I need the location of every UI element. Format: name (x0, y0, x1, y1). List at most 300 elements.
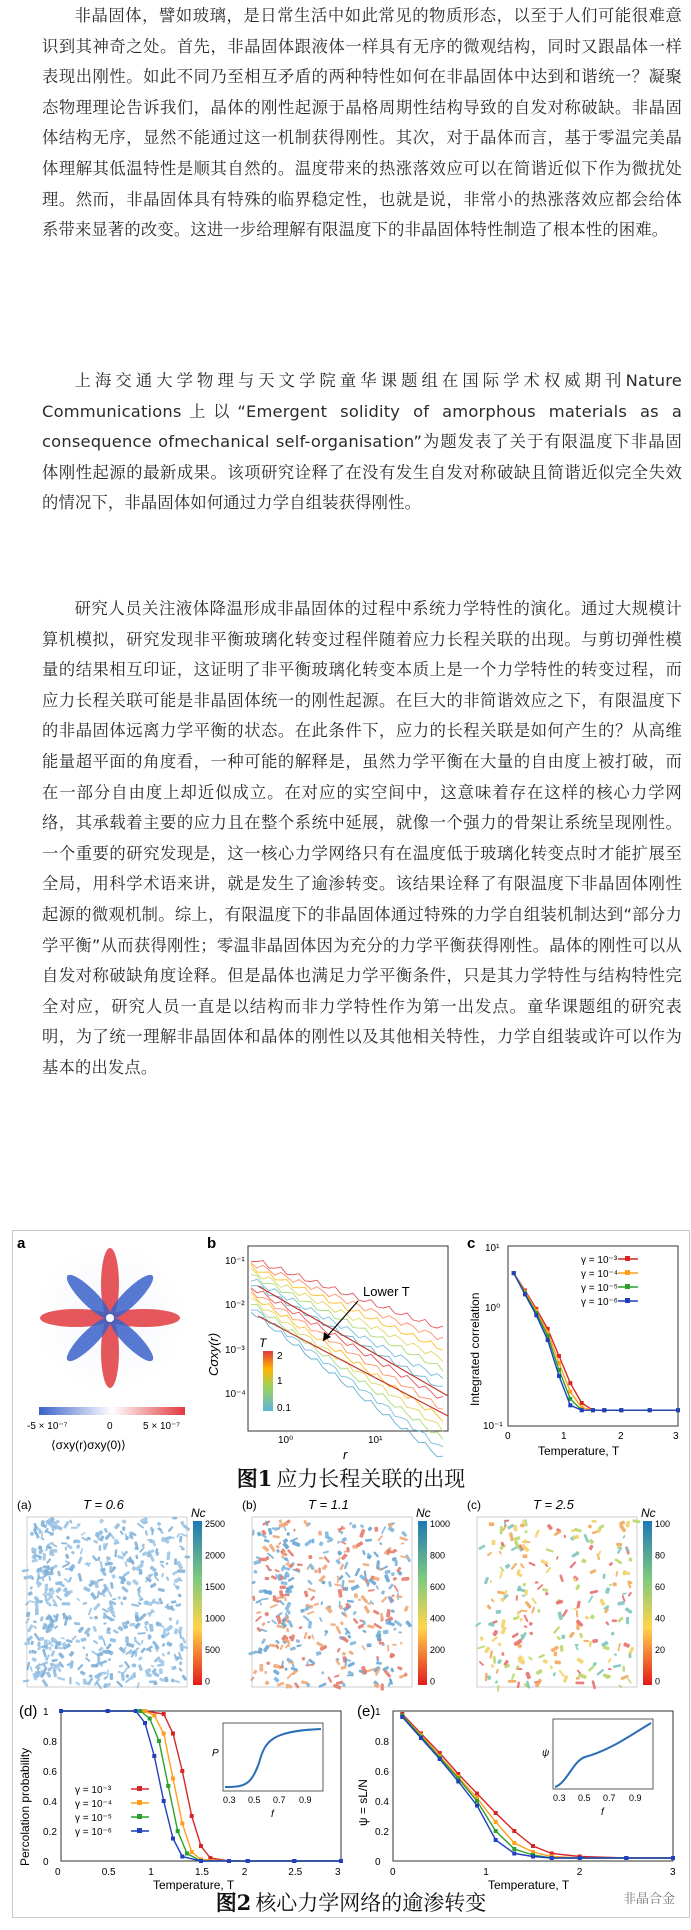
network-segment (125, 1636, 129, 1642)
network-segment (626, 1617, 629, 1624)
d-point (171, 1732, 175, 1736)
network-segment (155, 1551, 158, 1556)
d-xtick-6: 3 (335, 1867, 341, 1878)
network-segment (523, 1583, 527, 1587)
snapshot-cbar-tick-2-2: 60 (655, 1582, 666, 1592)
c-legend-marker-3 (625, 1298, 630, 1303)
c-point (546, 1338, 550, 1342)
network-segment (45, 1654, 47, 1660)
snapshot-colorbar-2 (643, 1521, 652, 1685)
e-xticks (390, 1867, 676, 1878)
snapshot-cbar-tick-1-3: 400 (430, 1613, 446, 1624)
network-segment (26, 1612, 30, 1618)
e-xlabel: Temperature, T (488, 1878, 570, 1891)
network-segment (392, 1644, 397, 1646)
snapshot-cbar-title-1: Nc (416, 1506, 431, 1520)
e-point (624, 1856, 628, 1860)
e-point (494, 1820, 498, 1824)
network-segment (75, 1639, 80, 1643)
d-point (339, 1859, 343, 1863)
e-point (512, 1841, 516, 1845)
network-segment (65, 1588, 67, 1595)
d-legend-label-0: γ = 10⁻³ (75, 1785, 112, 1796)
e-point (512, 1852, 516, 1856)
d-legend-label-1: γ = 10⁻⁴ (75, 1799, 113, 1810)
d-legend-label-3: γ = 10⁻⁶ (75, 1827, 112, 1838)
network-segment (129, 1531, 133, 1538)
fig2-panel-e (353, 1701, 689, 1891)
network-segment (171, 1600, 177, 1603)
d-point (190, 1814, 194, 1818)
stress-correlation-map (13, 1231, 203, 1463)
d-point (134, 1709, 138, 1713)
colorbar-mid-label: 0 (107, 1421, 113, 1432)
network-segment (160, 1561, 165, 1563)
e-ytick-4: 0.2 (375, 1827, 389, 1838)
network-segment (39, 1637, 44, 1641)
e-inset-xtick-2: 0.7 (603, 1793, 616, 1803)
network-segment (282, 1594, 290, 1596)
network-segment (44, 1571, 53, 1576)
e-ylabel: ψ = sL/N (356, 1779, 370, 1826)
integrated-correlation-chart (463, 1231, 689, 1463)
network-segment (98, 1635, 103, 1639)
network-segment (545, 1592, 548, 1596)
d-yticks (43, 1707, 57, 1868)
snapshot-label-2: (c) (467, 1498, 481, 1512)
c-legend-marker-1 (625, 1270, 630, 1275)
network-segment (319, 1557, 324, 1559)
c-xtick-1: 1 (561, 1431, 567, 1442)
d-xticks (55, 1867, 341, 1878)
b-ytick-1: 10⁻¹ (225, 1256, 245, 1267)
network-segment (259, 1664, 263, 1672)
d-ytick-4: 0.2 (43, 1827, 57, 1838)
snapshot-title-1: T = 1.1 (308, 1497, 349, 1512)
network-segment (500, 1526, 503, 1535)
d-point (106, 1709, 110, 1713)
network-segment (522, 1610, 527, 1612)
d-legend-marker-3 (137, 1828, 142, 1833)
d-point (176, 1829, 180, 1833)
network-segment (517, 1668, 522, 1670)
snapshot-cbar-title-2: Nc (641, 1506, 656, 1520)
network-segment (159, 1668, 163, 1674)
network-segment (508, 1680, 517, 1683)
e-xtick-1: 1 (483, 1867, 489, 1878)
correlation-decay-plot (203, 1231, 463, 1463)
network-segment (35, 1608, 39, 1615)
network-segment (344, 1587, 348, 1592)
network-segment (520, 1524, 525, 1528)
network-segment (554, 1660, 561, 1665)
c-point (568, 1390, 572, 1394)
b-cbar-mid: 1 (277, 1376, 283, 1387)
network-segment (99, 1545, 102, 1551)
decay-curve (251, 1261, 443, 1329)
d-inset-ylabel: P (212, 1748, 219, 1759)
network-segment (308, 1555, 312, 1560)
paragraph-intro: 非晶固体，譬如玻璃，是日常生活中如此常见的物质形态，以至于人们可能很难意识到其神奇之处。首先，非晶固体跟液体一样具有无序的微观结构，同时又跟晶体一样表现出刚性。如此不同乃至相互矛盾的两种特性如何在非晶固体中达到和谐统一？凝聚态物理理论告诉我们，晶体的刚性起源于晶格周期性结构导致的自发对称破缺。非晶固体结构无序，显然不能通过这一机制获得刚性。其次，对于晶体而言，基于零温完美晶体理解其低温特性是顺其自然的。温度带来的热涨落效应可以在简谐近似下作为微扰处理。然而，非晶固体具有特殊的临界稳定性，也就是说，非常小的热涨落效应都会给体系带来显著的改变。这进一步给理解有限温度下的非晶固体特性制造了根本性的困难。 (42, 6, 682, 240)
b-xtick-2: 10¹ (368, 1435, 383, 1446)
c-legend-label-3: γ = 10⁻⁶ (581, 1297, 618, 1308)
d-point (162, 1732, 166, 1736)
network-segment (286, 1588, 290, 1592)
network-segment (156, 1621, 160, 1625)
e-xtick-3: 3 (670, 1867, 676, 1878)
network-segment (575, 1682, 584, 1685)
figure-container (12, 1230, 690, 1918)
snapshot-cbar-tick-0-2: 1500 (205, 1582, 226, 1592)
snapshot-cbar-tick-0-5: 0 (205, 1676, 211, 1687)
snapshot-title-0: T = 0.6 (83, 1497, 124, 1512)
c-point (676, 1408, 680, 1412)
watermark: 非晶合金 (622, 1892, 675, 1907)
c-point (534, 1313, 538, 1317)
network-segment (395, 1560, 398, 1566)
snapshot-svg-0 (13, 1495, 238, 1700)
snapshot-cbar-tick-0-1: 2000 (205, 1550, 226, 1561)
network-segment (307, 1661, 309, 1667)
network-segment (622, 1666, 625, 1672)
snapshot-cbar-tick-1-4: 200 (430, 1645, 446, 1655)
snapshot-cbar-tick-1-1: 800 (430, 1550, 446, 1561)
network-segment (69, 1677, 72, 1685)
b-cbar-title: T (259, 1336, 267, 1350)
network-segment (71, 1527, 78, 1529)
c-point (512, 1271, 516, 1275)
c-point (591, 1408, 595, 1412)
d-legend-group (75, 1785, 149, 1838)
network-segment (184, 1556, 190, 1559)
d-point (246, 1859, 250, 1863)
snapshot-label-1: (b) (242, 1498, 257, 1512)
fig1-panel-b-label: b (207, 1235, 217, 1252)
fig2-panel-e-label: (e) (357, 1703, 376, 1720)
decay-curve (251, 1289, 443, 1409)
network-segment (62, 1602, 71, 1605)
psi-chart (353, 1701, 689, 1891)
figure1-caption-text: 应力长程关联的出现 (276, 1467, 466, 1491)
d-point (180, 1769, 184, 1773)
c-ytick-1: 10⁰ (485, 1303, 501, 1314)
network-segment (553, 1651, 557, 1656)
snapshot-panel-2 (463, 1495, 688, 1700)
e-ytick-0: 1 (375, 1707, 381, 1718)
c-legend-marker-0 (625, 1256, 630, 1261)
network-segment (576, 1677, 580, 1680)
lobe-center (106, 1314, 114, 1322)
e-ytick-2: 0.6 (375, 1767, 389, 1778)
d-legend-marker-1 (137, 1800, 142, 1805)
network-segment (87, 1537, 91, 1540)
d-point (157, 1739, 161, 1743)
b-cbar-bottom: 0.1 (277, 1403, 291, 1414)
b-annotation: Lower T (363, 1284, 410, 1299)
network-segment (264, 1577, 269, 1581)
c-point (568, 1403, 572, 1407)
e-point (531, 1855, 535, 1859)
c-ytick-2: 10⁻¹ (483, 1421, 503, 1432)
c-xlabel: Temperature, T (538, 1444, 620, 1458)
figure2-caption-num: 图2 (215, 1890, 252, 1915)
d-inset-xtick-1: 0.5 (248, 1795, 261, 1805)
snapshot-cbar-tick-2-5: 0 (655, 1676, 661, 1687)
network-segment (129, 1623, 135, 1627)
network-segment (367, 1643, 372, 1647)
d-xtick-4: 2 (241, 1867, 248, 1878)
decay-curve (251, 1304, 443, 1439)
d-legend-marker-0 (137, 1786, 142, 1791)
figure2-caption (13, 1887, 689, 1917)
network-segment (174, 1558, 177, 1565)
network-segment (109, 1566, 112, 1571)
network-segment (177, 1569, 185, 1572)
snapshot-title-2: T = 2.5 (533, 1497, 574, 1512)
fig1-panel-b (203, 1231, 463, 1463)
c-legend-marker-2 (625, 1284, 630, 1289)
d-legend-marker-2 (137, 1814, 142, 1819)
network-segment (348, 1580, 355, 1583)
d-inset-xtick-2: 0.7 (273, 1795, 286, 1805)
colorbar-min-label: -5 × 10⁻⁷ (27, 1421, 68, 1432)
figure1-caption-num: 图1 (236, 1466, 273, 1491)
c-point (580, 1401, 584, 1405)
e-point (475, 1792, 479, 1796)
paragraph-publication: 上海交通大学物理与天文学院童华课题组在国际学术权威期刊Nature Communications上以“Emergent solidity of amorphous materials as a consequence ofmechanical self-organisation”为题发表了关于有限温度下非晶固体刚性起源的最新成果。该项研究诠释了在没有发生自发对称破缺且简谐近似完全失效的情况下，非晶固体如何通过力学自组装获得刚性。 (42, 371, 682, 513)
c-point (619, 1408, 623, 1412)
network-segment (612, 1619, 617, 1622)
c-point (523, 1292, 527, 1296)
network-segment (318, 1567, 321, 1573)
network-segment (49, 1646, 52, 1650)
decay-curve (251, 1279, 443, 1378)
e-ytick-5: 0 (375, 1857, 381, 1868)
d-point (152, 1714, 156, 1718)
network-segment (77, 1523, 81, 1527)
e-point (494, 1829, 498, 1833)
d-point (162, 1799, 166, 1803)
c-point (557, 1374, 561, 1378)
network-segment (272, 1527, 280, 1530)
snapshot-cbar-tick-0-3: 1000 (205, 1613, 226, 1624)
e-inset-xtick-1: 0.5 (578, 1793, 591, 1803)
network-segment (383, 1630, 389, 1635)
network-segment (522, 1520, 524, 1525)
d-point (138, 1709, 142, 1713)
fig1-panel-a (13, 1231, 203, 1463)
network-segment (358, 1599, 361, 1601)
d-inset-xtick-0: 0.3 (223, 1795, 236, 1805)
e-point (494, 1838, 498, 1842)
e-inset-xtick-0: 0.3 (553, 1793, 566, 1803)
network-segment (522, 1554, 527, 1558)
e-point (494, 1811, 498, 1815)
e-point (475, 1799, 479, 1803)
network-segment (367, 1580, 370, 1587)
d-point (152, 1754, 156, 1758)
e-xtick-2: 2 (576, 1867, 583, 1878)
paragraph-research: 研究人员关注液体降温形成非晶固体的过程中系统力学特性的演化。通过大规模计算机模拟，研究发现非平衡玻璃化转变过程伴随着应力长程关联的出现。与剪切弹性模量的结果相互印证，这证明了非平衡玻璃化转变本质上是一个力学特性的转变过程，而应力长程关联可能是非晶固体统一的刚性起源。在巨大的非简谐效应之下，有限温度下的非晶固体远离力学平衡的状态。在此条件下，应力的长程关联是如何产生的？从高维能量超平面的角度看，一种可能的解释是，虽然力学平衡在大量的自由度上被打破，而在一部分自由度上却近似成立。在对应的实空间中，这意味着存在这样的核心力学网络，其承载着主要的应力且在整个系统中延展，就像一个强力的骨架让系统呈现刚性。一个重要的研究发现是，这一核心力学网络只有在温度低于玻璃化转变点时才能扩展至全局，用科学术语来讲，就是发生了逾渗转变。该结果诠释了有限温度下非晶固体刚性起源的微观机制。综上，有限温度下的非晶固体通过特殊的力学自组装机制达到“部分力学平衡”从而获得刚性；零温非晶固体因为充分的力学平衡获得刚性。晶体的刚性可以从自发对称破缺角度诠释。但是晶体也满足力学平衡条件，只是其力学特性与结构特性完全对应，研究人员一直是以结构而非力学特性作为第一出发点。童华课题组的研究表明，为了统一理解非晶固体和晶体的刚性以及其他相关特性，力学自组装或许可以作为基本的出发点。 (42, 599, 682, 1077)
e-point (531, 1844, 535, 1848)
d-xtick-0: 0 (55, 1867, 61, 1878)
network-segment (398, 1631, 402, 1633)
d-point (185, 1852, 189, 1856)
panel-a-xlabel: ⟨σxy(r)σxy(0)⟩ (51, 1438, 126, 1452)
d-point (59, 1709, 63, 1713)
d-ytick-1: 0.8 (43, 1737, 57, 1748)
snapshot-svg-1 (238, 1495, 463, 1700)
snapshot-panel-0 (13, 1495, 238, 1700)
c-point (580, 1408, 584, 1412)
d-ytick-2: 0.6 (43, 1767, 57, 1778)
snapshot-label-0: (a) (17, 1498, 32, 1512)
network-segment (330, 1623, 335, 1626)
e-point (475, 1804, 479, 1808)
b-ytick-2: 10⁻² (225, 1300, 245, 1311)
network-segment (374, 1527, 378, 1532)
stress-colorbar (39, 1407, 185, 1415)
network-segment (312, 1539, 314, 1544)
network-segment (163, 1628, 166, 1636)
network-segment (167, 1605, 174, 1609)
network-segment (497, 1685, 499, 1692)
network-segment (58, 1641, 62, 1646)
network-segment (318, 1531, 322, 1536)
c-legend-label-2: γ = 10⁻⁵ (581, 1283, 618, 1294)
e-point (400, 1715, 404, 1719)
e-inset-frame (553, 1719, 653, 1789)
network-segment (345, 1603, 349, 1609)
network-segment (276, 1549, 279, 1553)
e-inset-ylabel: ψ (542, 1748, 550, 1759)
fig1-panel-c-label: c (467, 1235, 476, 1252)
e-inset-xtick-3: 0.9 (629, 1793, 642, 1803)
b-xlabel: r (343, 1447, 348, 1462)
e-point (456, 1780, 460, 1784)
d-point (143, 1709, 147, 1713)
d-point (292, 1859, 296, 1863)
e-point (671, 1856, 675, 1860)
network-segment (97, 1657, 100, 1664)
fig1-panel-a-label: a (17, 1235, 26, 1252)
network-segment (259, 1558, 267, 1562)
c-point (602, 1408, 606, 1412)
network-segment (492, 1540, 496, 1545)
network-segment (550, 1665, 553, 1669)
network-segment (338, 1551, 341, 1555)
c-xtick-2: 2 (618, 1431, 624, 1442)
snapshot-cbar-tick-2-0: 100 (655, 1519, 671, 1529)
d-xtick-3: 1.5 (195, 1867, 209, 1878)
network-segment (91, 1664, 98, 1667)
figure2-caption-text: 核心力学网络的逾渗转变 (255, 1891, 487, 1915)
e-point (419, 1736, 423, 1740)
e-point (512, 1829, 516, 1833)
decay-curve (251, 1286, 443, 1386)
network-segment (139, 1569, 143, 1575)
network-segment (608, 1668, 612, 1670)
fig2-panel-d (13, 1701, 353, 1891)
network-segment (346, 1547, 350, 1553)
network-segment (265, 1671, 267, 1674)
snapshot-svg-2 (463, 1495, 688, 1700)
network-segment (65, 1547, 67, 1551)
network-segment (560, 1645, 563, 1652)
figure1-caption (13, 1463, 689, 1493)
percolation-probability-chart (13, 1701, 353, 1891)
network-segment (379, 1642, 384, 1645)
network-segment (110, 1673, 114, 1680)
network-segment (172, 1517, 177, 1520)
network-segment (377, 1634, 381, 1642)
e-point (578, 1856, 582, 1860)
network-segment (391, 1572, 395, 1576)
d-point (190, 1850, 194, 1854)
c-point (568, 1381, 572, 1385)
d-point (199, 1844, 203, 1848)
e-point (550, 1856, 554, 1860)
snapshot-panel-1 (238, 1495, 463, 1700)
d-legend-label-2: γ = 10⁻⁵ (75, 1813, 112, 1824)
snapshot-cbar-tick-0-4: 500 (205, 1645, 221, 1655)
snapshot-cbar-tick-1-0: 1000 (430, 1519, 451, 1529)
e-ytick-1: 0.8 (375, 1737, 389, 1748)
c-point (648, 1408, 652, 1412)
network-segment (100, 1672, 107, 1675)
d-xlabel: Temperature, T (153, 1878, 235, 1891)
network-segment (285, 1667, 288, 1670)
network-segment (29, 1650, 31, 1654)
network-segment (489, 1522, 495, 1526)
e-point (438, 1757, 442, 1761)
b-xtick-1: 10⁰ (278, 1435, 294, 1446)
d-point (143, 1721, 147, 1725)
network-segment (561, 1635, 565, 1639)
network-segment (44, 1584, 48, 1592)
c-xtick-3: 3 (673, 1431, 679, 1442)
d-ytick-3: 0.4 (43, 1797, 57, 1808)
c-legend-group (581, 1255, 638, 1308)
e-yticks (375, 1707, 389, 1868)
d-inset-xlabel: f (271, 1809, 274, 1820)
network-segment (354, 1593, 358, 1598)
fig2-panel-d-label: (d) (19, 1703, 38, 1720)
b-ytick-4: 10⁻⁴ (225, 1389, 246, 1400)
d-xtick-2: 1 (148, 1867, 154, 1878)
snapshot-cbar-tick-2-1: 80 (655, 1550, 666, 1561)
d-ytick-5: 0 (43, 1857, 49, 1868)
network-segment (325, 1531, 329, 1537)
c-legend-label-0: γ = 10⁻³ (581, 1255, 618, 1266)
network-segment (52, 1660, 56, 1662)
network-segment (381, 1683, 384, 1690)
snapshot-cbar-tick-1-5: 0 (430, 1676, 436, 1687)
snapshot-colorbar-0 (193, 1521, 202, 1685)
d-point (166, 1784, 170, 1788)
network-segment (496, 1610, 502, 1614)
d-point (162, 1712, 166, 1716)
d-point (199, 1859, 203, 1863)
d-point (148, 1717, 152, 1721)
d-xtick-5: 2.5 (288, 1867, 303, 1878)
e-point (512, 1847, 516, 1851)
b-ytick-3: 10⁻³ (225, 1345, 245, 1356)
network-segment (613, 1582, 617, 1586)
temperature-colorbar (263, 1351, 273, 1411)
e-ytick-3: 0.4 (375, 1797, 389, 1808)
d-point (171, 1777, 175, 1781)
